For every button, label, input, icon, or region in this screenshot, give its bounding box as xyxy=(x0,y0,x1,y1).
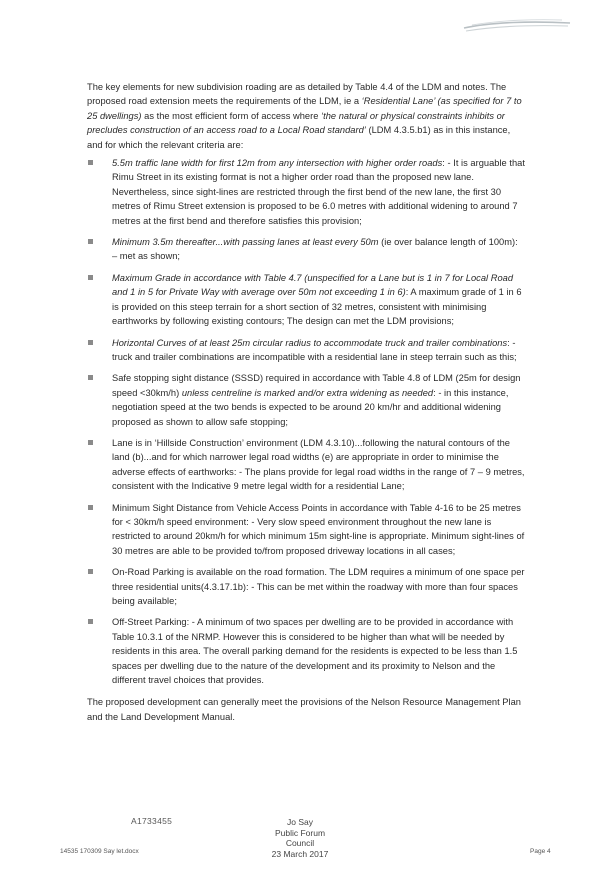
document-body xyxy=(87,80,525,724)
file-name: 14535 170309 Say let.docx xyxy=(60,848,139,855)
square-bullet-icon xyxy=(88,440,93,445)
criteria-text: Safe stopping sight distance (SSSD) required in accordance with Table 4.8 of LDM (25m for design speed <30km/h) xyxy=(112,373,521,398)
criteria-text: : A maximum grade of 1 in 6 is provided on this steep terrain for a short section of 32 metres, consistent with minimising earthworks by following existing contours; The design can met the LDM provisions; xyxy=(112,287,522,327)
criteria-italic: 5.5m traffic lane width for first 12m from any intersection with higher order roads xyxy=(112,158,443,169)
square-bullet-icon xyxy=(88,505,93,510)
intro-paragraph xyxy=(87,80,525,152)
criteria-item xyxy=(87,436,525,494)
document-reference: A1733455 xyxy=(131,816,173,826)
criteria-text: : - It is arguable that Rimu Street in its existing format is not a higher order road than the proposed new lane. Nevertheless, since sight-lines are restricted through the first bend of the new lane, the first 30 metres of Rimu Street extension is proposed to be 6.0 metres with additional widening to around 7 metres at the first bend and therefore satisfies this provision; xyxy=(112,158,525,226)
criteria-italic: Minimum 3.5m thereafter...with passing lanes at least every 50m xyxy=(112,237,379,248)
criteria-italic: Horizontal Curves of at least 25m circular radius to accommodate truck and trailer combinations xyxy=(112,337,508,348)
criteria-item xyxy=(87,271,525,329)
criteria-text: Off-Street Parking: - A minimum of two spaces per dwelling are to be provided in accordance with Table 10.3.1 of the NRMP. However this is considered to be higher than what will be needed by residents in this area. The overall parking demand for the residents is expected to be less than 1.5 spaces per dwelling due to the nature of the development and its proximity to Nelson and the different travel choices that provides. xyxy=(112,617,518,686)
criteria-italic: unless centreline is marked and/or extra widening as needed xyxy=(181,387,434,398)
criteria-item xyxy=(87,371,525,429)
square-bullet-icon xyxy=(88,275,93,280)
intro-italic-constraints: ‘the natural or physical constraints inhibits or precludes construction of an access road to a Local Road standard’ xyxy=(87,110,505,136)
criteria-list xyxy=(87,156,525,687)
criteria-item xyxy=(87,336,525,365)
square-bullet-icon xyxy=(88,340,93,345)
intro-italic-residential-lane: ‘Residential Lane’ (as specified for 7 to 25 dwellings) xyxy=(87,96,522,121)
stamp-date: 23 March 2017 xyxy=(271,848,329,859)
criteria-text: : - truck and trailer combinations are incompatible with a residential lane in steep terrain such as this; xyxy=(112,337,517,362)
square-bullet-icon xyxy=(88,375,93,380)
stamp-submitter: Jo Say xyxy=(287,817,313,827)
intro-text: (LDM 4.3.5.b1) as in this instance, and for which the relevant criteria are: xyxy=(87,125,511,150)
criteria-text: : - in this instance, negotiation speed at the two bends is expected to be around 20 km/hr and additional widening proposed as shown to allow safe stopping; xyxy=(112,387,509,427)
criteria-text: On-Road Parking is available on the road formation. The LDM requires a minimum of one space per three residential units(4.3.17.1b): - This can be met within the roadway with more than four spaces being available; xyxy=(112,567,525,606)
criteria-italic: Maximum Grade in accordance with Table 4.7 (unspecified for a Lane but is 1 in 7 for Local Road and 1 in 5 for Private Way with average over 50m not exceeding 1 in 6) xyxy=(112,272,514,298)
company-logo xyxy=(462,18,572,34)
criteria-text: Minimum Sight Distance from Vehicle Access Points in accordance with Table 4-16 to be 25 metres for < 30km/h speed environment: - Very slow speed environment throughout the new lane is restricted to around 20km/h for which minimum 15m sight-line is appropriate. Minimum sight-lines of 30 metres are able to be provided to/from proposed driveway locations in all cases; xyxy=(112,502,525,556)
stamp-forum: Public Forum xyxy=(274,827,326,838)
criteria-item xyxy=(87,156,525,228)
square-bullet-icon xyxy=(88,160,93,165)
stamp-council: Council xyxy=(285,838,315,848)
criteria-item xyxy=(87,615,525,687)
page-number: Page 4 xyxy=(530,848,551,855)
closing-paragraph: The proposed development can generally meet the provisions of the Nelson Resource Management Plan and the Land Development Manual. xyxy=(87,697,521,722)
criteria-text: (ie over balance length of 100m): – met as shown; xyxy=(112,237,518,262)
square-bullet-icon xyxy=(88,569,93,574)
submission-stamp xyxy=(240,817,360,859)
criteria-text: Lane is in ‘Hillside Construction’ environment (LDM 4.3.10)...following the natural contours of the land (b)...and for which narrower legal road widths (e) are appropriate in order to minimise the adverse effects of earthworks: - The plans provide for legal road widths in the range of 7 – 9 metres, consistent with the Indicative 9 metre legal width for a residential Lane; xyxy=(112,437,525,492)
criteria-item xyxy=(87,235,525,264)
intro-text: The key elements for new subdivision roading are as detailed by Table 4.4 of the LDM and notes. The proposed road extension meets the requirements of the LDM, ie a xyxy=(87,82,507,107)
criteria-item xyxy=(87,565,525,608)
criteria-item xyxy=(87,501,525,559)
square-bullet-icon xyxy=(88,619,93,624)
intro-text: as the most efficient form of access where xyxy=(141,110,322,121)
square-bullet-icon xyxy=(88,239,93,244)
